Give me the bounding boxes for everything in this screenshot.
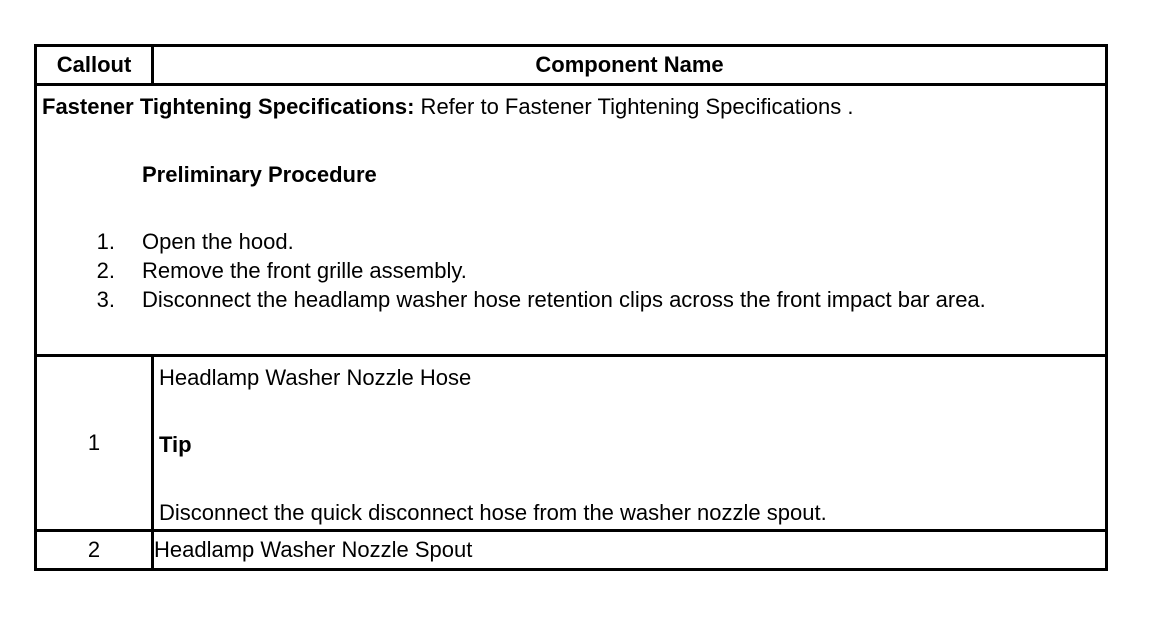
step-text: Remove the front grille assembly. [142, 258, 467, 283]
callout-cell: 2 [36, 531, 153, 570]
component-cell [153, 356, 1107, 531]
tip-heading: Tip [159, 432, 192, 457]
intro-cell [36, 85, 1107, 356]
callout-header: Callout [36, 46, 153, 85]
fastener-specs-label: Fastener Tightening Specifications: [42, 94, 415, 119]
fastener-specs-reference: Refer to Fastener Tightening Specifications . [414, 94, 854, 119]
step-text: Open the hood. [142, 229, 294, 254]
component-name: Headlamp Washer Nozzle Hose [159, 365, 472, 390]
table-row [36, 531, 1107, 570]
callout-cell: 1 [36, 356, 153, 531]
step-text: Disconnect the headlamp washer hose retention clips across the front impact bar area. [142, 287, 986, 312]
tip-text: Disconnect the quick disconnect hose from the washer nozzle spout. [159, 500, 827, 525]
table-row [36, 356, 1107, 531]
table-header-row [36, 46, 1107, 85]
preliminary-procedure-heading: Preliminary Procedure [142, 162, 377, 187]
intro-row [36, 85, 1107, 356]
fastener-specs-line [42, 94, 853, 120]
step-number: 2. [96, 258, 115, 283]
component-table [34, 44, 1108, 571]
component-name: Headlamp Washer Nozzle Spout [153, 531, 1107, 570]
step-number: 1. [96, 229, 115, 254]
step-number: 3. [96, 287, 115, 312]
component-name-header: Component Name [153, 46, 1107, 85]
